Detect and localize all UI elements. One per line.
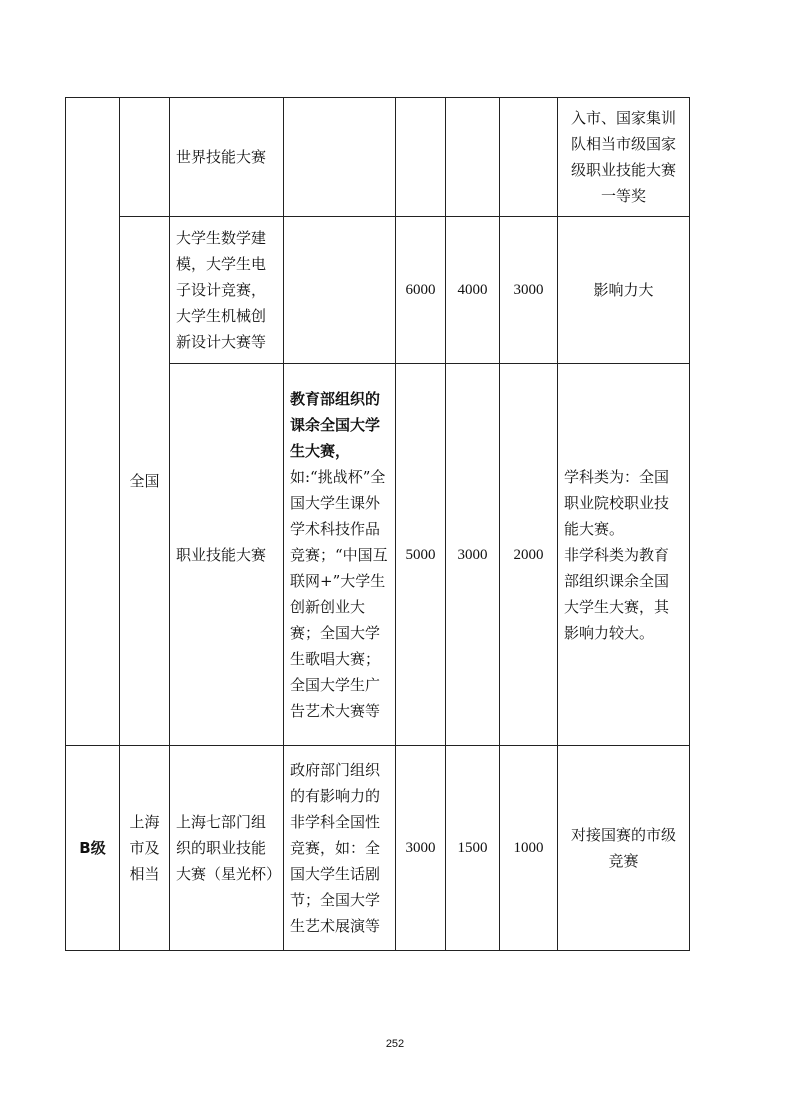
value-cell bbox=[500, 98, 558, 217]
value-cell: 6000 bbox=[396, 217, 446, 364]
award-table bbox=[65, 97, 690, 951]
value-cell bbox=[396, 98, 446, 217]
competition-cell: 世界技能大赛 bbox=[170, 98, 284, 217]
level-cell: B级 bbox=[66, 746, 120, 951]
competition-cell: 上海七部门组织的职业技能大赛（星光杯） bbox=[170, 746, 284, 951]
region-cell: 上海市及相当 bbox=[120, 746, 170, 951]
description-cell bbox=[284, 98, 396, 217]
description-text: 如:“挑战杯”全国大学生课外学术科技作品竞赛；“中国互联网+”大学生创新创业大赛；全国大学生歌唱大赛；全国大学生广告艺术大赛等 bbox=[290, 467, 388, 720]
note-cell: 对接国赛的市级竞赛 bbox=[558, 746, 690, 951]
region-cell bbox=[120, 98, 170, 217]
description-bold-text: 教育部组织的课余全国大学生大赛， bbox=[290, 389, 381, 460]
description-cell bbox=[284, 364, 396, 746]
value-cell: 5000 bbox=[396, 364, 446, 746]
competition-cell: 大学生数学建模，大学生电子设计竞赛，大学生机械创新设计大赛等 bbox=[170, 217, 284, 364]
description-cell bbox=[284, 217, 396, 364]
note-line: 非学科类为教育部组织课余全国大学生大赛，其影响力较大。 bbox=[564, 545, 670, 642]
level-cell bbox=[66, 98, 120, 746]
value-cell: 3000 bbox=[500, 217, 558, 364]
table-row bbox=[66, 217, 690, 364]
value-cell: 2000 bbox=[500, 364, 558, 746]
region-cell: 全国 bbox=[120, 217, 170, 746]
value-cell: 1500 bbox=[446, 746, 500, 951]
note-line: 学科类为：全国职业院校职业技能大赛。 bbox=[564, 467, 670, 538]
value-cell: 3000 bbox=[396, 746, 446, 951]
value-cell: 1000 bbox=[500, 746, 558, 951]
table-row bbox=[66, 98, 690, 217]
value-cell: 3000 bbox=[446, 364, 500, 746]
value-cell: 4000 bbox=[446, 217, 500, 364]
note-cell bbox=[558, 364, 690, 746]
note-cell: 入市、国家集训队相当市级国家级职业技能大赛一等奖 bbox=[558, 98, 690, 217]
value-cell bbox=[446, 98, 500, 217]
page-number: 252 bbox=[385, 1038, 405, 1050]
description-cell: 政府部门组织的有影响力的非学科全国性竞赛，如：全国大学生话剧节；全国大学生艺术展演等 bbox=[284, 746, 396, 951]
competition-cell: 职业技能大赛 bbox=[170, 364, 284, 746]
note-cell: 影响力大 bbox=[558, 217, 690, 364]
table-row bbox=[66, 746, 690, 951]
